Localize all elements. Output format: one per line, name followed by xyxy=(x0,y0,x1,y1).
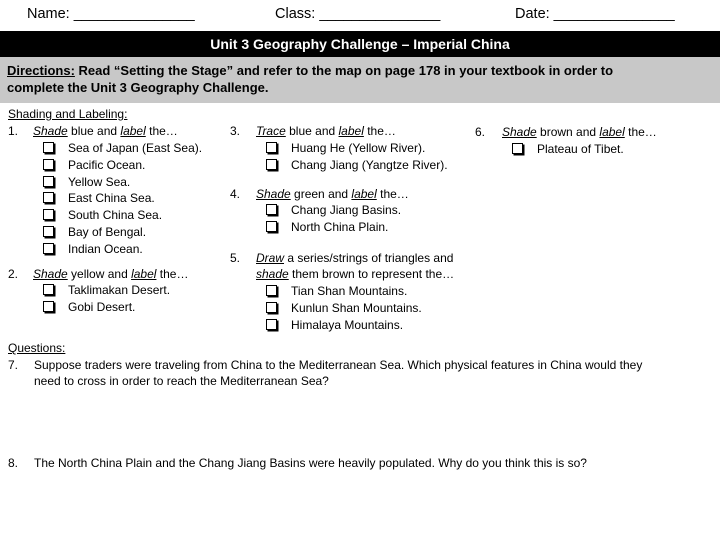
directions-box xyxy=(0,57,720,103)
checkbox-icon[interactable] xyxy=(43,176,54,187)
task-5-items xyxy=(266,283,422,333)
checklist-item[interactable] xyxy=(43,190,202,207)
task-1 xyxy=(8,123,178,140)
checklist-item[interactable] xyxy=(43,157,202,174)
task-verb: label xyxy=(351,187,377,201)
task-6 xyxy=(475,124,657,141)
task-2-items xyxy=(43,282,170,316)
checklist-item-label: Chang Jiang Basins. xyxy=(291,203,402,217)
directions-text-line1: Read “Setting the Stage” and refer to the map on page 178 in your textbook in order to xyxy=(74,63,614,78)
checklist-item[interactable] xyxy=(266,317,422,334)
checklist-item[interactable] xyxy=(266,283,422,300)
task-4 xyxy=(230,186,409,203)
directions-label: Directions: xyxy=(7,63,75,78)
checklist-item[interactable] xyxy=(43,140,202,157)
question-7-line1: Suppose traders were traveling from China to the Mediterranean Sea. Which physical features in China would they xyxy=(34,358,643,372)
task-verb: label xyxy=(131,267,157,281)
task-text: blue and xyxy=(285,124,339,138)
task-verb: label xyxy=(599,125,625,139)
checklist-item-label: Huang He (Yellow River). xyxy=(291,141,426,155)
task-verb: Draw xyxy=(256,251,285,265)
checklist-item-label: Sea of Japan (East Sea). xyxy=(68,141,203,155)
task-text: the… xyxy=(624,125,657,139)
checkbox-icon[interactable] xyxy=(512,143,523,154)
date-field-label: Date: _______________ xyxy=(515,6,675,22)
checklist-item-label: Plateau of Tibet. xyxy=(537,142,624,156)
task-number: 3. xyxy=(230,124,241,138)
checkbox-icon[interactable] xyxy=(43,159,54,170)
task-verb: Shade xyxy=(33,124,68,138)
class-field-label: Class: _______________ xyxy=(275,6,441,22)
checkbox-icon[interactable] xyxy=(266,221,277,232)
checklist-item-label: Yellow Sea. xyxy=(68,174,131,189)
task-verb: label xyxy=(120,124,146,138)
checkbox-icon[interactable] xyxy=(43,209,54,220)
task-verb: label xyxy=(338,124,364,138)
task-3 xyxy=(230,123,396,140)
checklist-item-label: Tian Shan Mountains. xyxy=(291,284,408,298)
task-text: them brown to represent the… xyxy=(288,267,455,281)
task-number: 4. xyxy=(230,187,241,201)
name-field-label: Name: _______________ xyxy=(27,6,195,22)
checklist-item-label: East China Sea. xyxy=(68,191,155,206)
checklist-item[interactable] xyxy=(266,157,448,174)
checkbox-icon[interactable] xyxy=(266,302,277,313)
task-text: a series/strings of triangles and xyxy=(284,251,454,265)
checklist-item[interactable] xyxy=(266,140,448,157)
question-7-number: 7. xyxy=(8,358,19,372)
checkbox-icon[interactable] xyxy=(43,243,54,254)
task-number: 2. xyxy=(8,267,19,281)
task-text: the… xyxy=(156,267,189,281)
task-2 xyxy=(8,266,189,283)
page-title: Unit 3 Geography Challenge – Imperial China xyxy=(0,31,720,57)
question-7-line2: need to cross in order to reach the Mediterranean Sea? xyxy=(34,374,329,388)
task-text: green and xyxy=(290,187,352,201)
checkbox-icon[interactable] xyxy=(266,204,277,215)
task-text: yellow and xyxy=(67,267,132,281)
task-1-items xyxy=(43,140,202,258)
task-text: the… xyxy=(363,124,396,138)
checklist-item-label: South China Sea. xyxy=(68,208,163,223)
question-8-number: 8. xyxy=(8,456,19,470)
task-text: the… xyxy=(145,124,178,138)
checklist-item-label: Taklimakan Desert. xyxy=(68,283,171,297)
checkbox-icon[interactable] xyxy=(266,142,277,153)
task-6-items xyxy=(512,141,624,158)
shading-heading: Shading and Labeling: xyxy=(8,107,128,121)
checkbox-icon[interactable] xyxy=(43,226,54,237)
checkbox-icon[interactable] xyxy=(43,301,54,312)
checklist-item-label: Kunlun Shan Mountains. xyxy=(291,300,422,315)
checklist-item[interactable] xyxy=(43,207,202,224)
checklist-item-label: North China Plain. xyxy=(291,219,389,234)
task-verb: Shade xyxy=(33,267,68,281)
checklist-item-label: Pacific Ocean. xyxy=(68,157,146,172)
task-number: 6. xyxy=(475,125,486,139)
checklist-item[interactable] xyxy=(512,141,624,158)
checklist-item[interactable] xyxy=(266,202,401,219)
checklist-item[interactable] xyxy=(266,219,401,236)
checklist-item[interactable] xyxy=(43,224,202,241)
task-4-items xyxy=(266,202,401,236)
task-verb: shade xyxy=(256,267,289,281)
task-5 xyxy=(230,250,454,267)
task-number: 1. xyxy=(8,124,19,138)
checkbox-icon[interactable] xyxy=(266,159,277,170)
checklist-item-label: Indian Ocean. xyxy=(68,241,143,256)
task-text: the… xyxy=(376,187,409,201)
checklist-item-label: Bay of Bengal. xyxy=(68,224,147,239)
task-3-items xyxy=(266,140,448,174)
task-5-line2 xyxy=(256,266,454,283)
directions-text-line2: complete the Unit 3 Geography Challenge. xyxy=(7,80,269,95)
checklist-item-label: Himalaya Mountains. xyxy=(291,317,404,332)
task-text: brown and xyxy=(536,125,600,139)
checklist-item-label: Gobi Desert. xyxy=(68,299,136,314)
task-text: blue and xyxy=(67,124,121,138)
checkbox-icon[interactable] xyxy=(43,142,54,153)
checkbox-icon[interactable] xyxy=(266,319,277,330)
checklist-item-label: Chang Jiang (Yangtze River). xyxy=(291,157,448,172)
checklist-item[interactable] xyxy=(43,282,170,299)
task-number: 5. xyxy=(230,251,241,265)
task-verb: Trace xyxy=(256,124,286,138)
checklist-item[interactable] xyxy=(43,241,202,258)
questions-heading: Questions: xyxy=(8,341,66,355)
checkbox-icon[interactable] xyxy=(43,192,54,203)
checklist-item[interactable] xyxy=(266,300,422,317)
checklist-item[interactable] xyxy=(43,299,170,316)
task-verb: Shade xyxy=(502,125,537,139)
checkbox-icon[interactable] xyxy=(43,284,54,295)
checkbox-icon[interactable] xyxy=(266,285,277,296)
checklist-item[interactable] xyxy=(43,174,202,191)
task-verb: Shade xyxy=(256,187,291,201)
question-8-text: The North China Plain and the Chang Jiang Basins were heavily populated. Why do you think this is so? xyxy=(34,456,587,470)
